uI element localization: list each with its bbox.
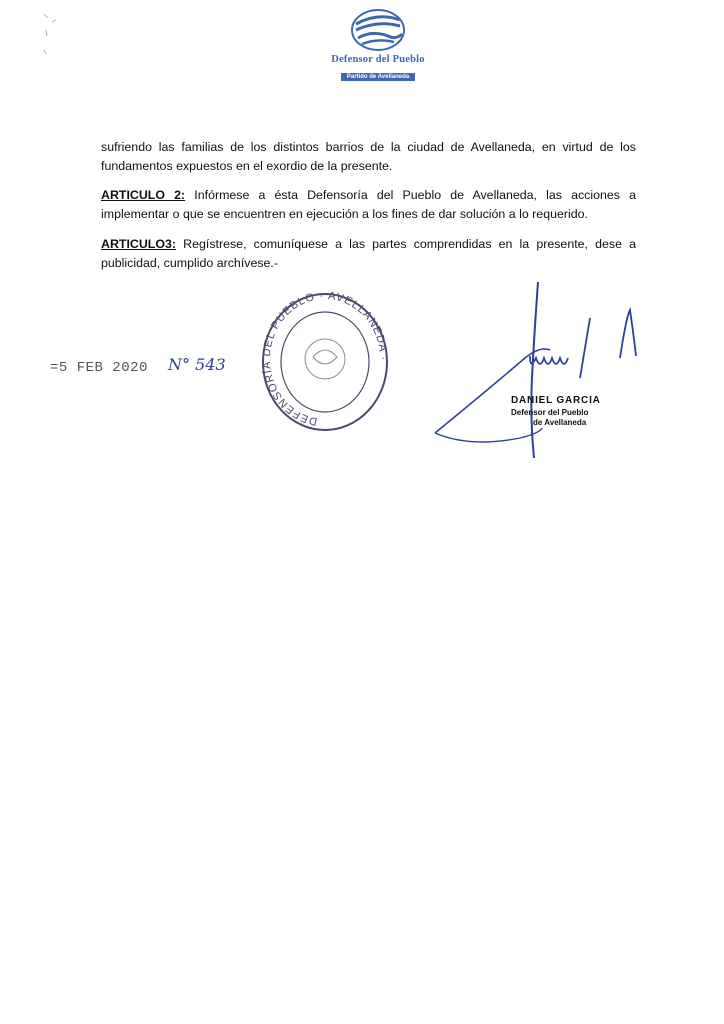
letterhead-subtitle: Partido de Avellaneda <box>341 73 415 81</box>
article-2-text: Infórmese a ésta Defensoría del Pueblo de Avellaneda, las acciones a implementar o que se encuentren en ejecución a los fines de dar solución a lo requerido. <box>101 188 636 221</box>
article-2-label: ARTICULO 2: <box>101 188 186 202</box>
letterhead-logo <box>318 8 438 78</box>
signer-place: de Avellaneda <box>533 418 587 427</box>
signer-role: Defensor del Pueblo <box>511 408 589 417</box>
handwritten-number: N° 543 <box>168 355 226 374</box>
article-3-label: ARTICULO3: <box>101 237 177 251</box>
scan-mark-icon <box>38 10 78 60</box>
seal-text: DEFENSORÍA DEL PUEBLO · AVELLANEDA · <box>260 289 390 428</box>
body-paragraph-1: sufriendo las familias de los distintos barrios de la ciudad de Avellaneda, en virtud de los fundamentos expuestos en el exordio de la presente. <box>101 140 636 173</box>
article-3-text: Regístrese, comuníquese a las partes comprendidas en la presente, dese a publicidad, cumplido archívese.- <box>101 237 636 270</box>
handwritten-signature-icon <box>430 278 660 468</box>
article-3-paragraph <box>101 235 636 273</box>
svg-text:DEFENSORÍA DEL PUEBLO · AVELLA <box>261 290 389 427</box>
hands-logo-icon <box>348 8 408 54</box>
date-stamp: =5 FEB 2020 <box>50 360 148 376</box>
official-seal-icon <box>258 287 392 437</box>
signer-name: DANIEL GARCIA <box>511 395 601 406</box>
letterhead-title: Defensor del Pueblo <box>331 54 425 65</box>
article-2-paragraph <box>101 186 636 224</box>
